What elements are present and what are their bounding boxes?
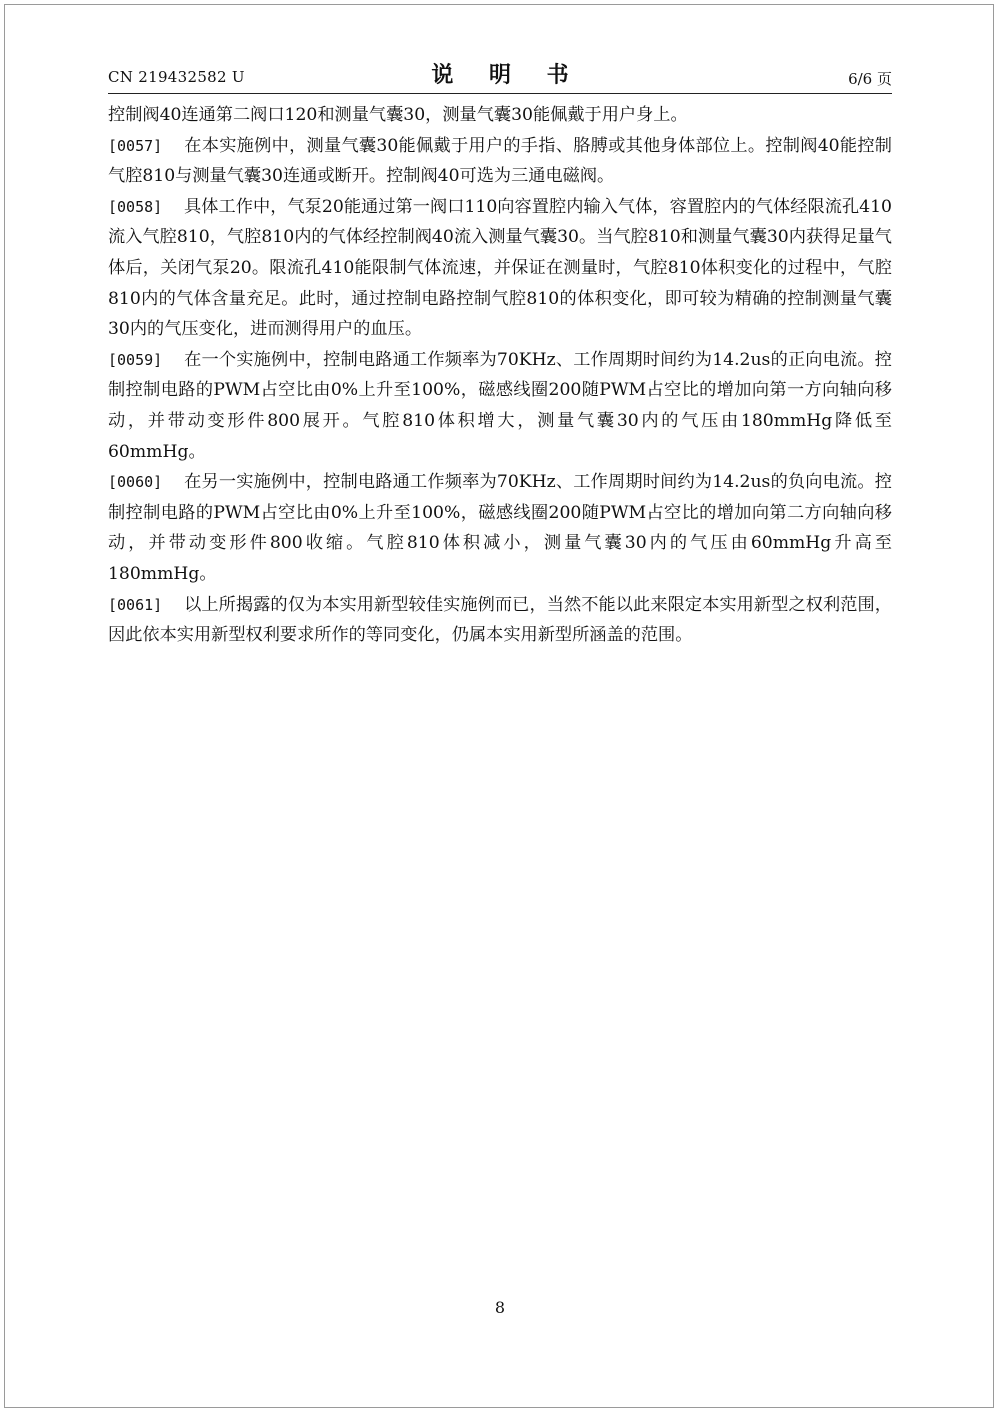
paragraph-text: 在一个实施例中，控制电路通工作频率为70KHz、工作周期时间约为14.2us的正向电流。控制控制电路的PWM占空比由0%上升至100%，磁感线圈200随PWM占空比的增加向第一方向轴向移动，并带动变形件800展开。气腔810体积增大，测量气囊30内的气压由180mmHg降低至60mmHg。 <box>108 349 892 462</box>
patent-number: CN 219432582 U <box>108 68 245 86</box>
paragraph-0058 <box>108 192 892 345</box>
paragraph-text: 以上所揭露的仅为本实用新型较佳实施例而已，当然不能以此来限定本实用新型之权利范围，因此依本实用新型权利要求所作的等同变化，仍属本实用新型所涵盖的范围。 <box>108 594 892 646</box>
page-number: 8 <box>494 1298 506 1317</box>
paragraph-number: [0059] <box>108 350 163 369</box>
paragraph-text: 具体工作中，气泵20能通过第一阀口110向容置腔内输入气体，容置腔内的气体经限流孔410流入气腔810，气腔810内的气体经控制阀40流入测量气囊30。当气腔810和测量气囊30内获得足量气体后，关闭气泵20。限流孔410能限制气体流速，并保证在测量时，气腔810体积变化的过程中，气腔810内的气体含量充足。此时，通过控制电路控制气腔810的体积变化，即可较为精确的控制测量气囊30内的气压变化，进而测得用户的血压。 <box>108 196 892 340</box>
paragraph-number: [0061] <box>108 595 163 614</box>
paragraph-text: 在另一实施例中，控制电路通工作频率为70KHz、工作周期时间约为14.2us的负向电流。控制控制电路的PWM占空比由0%上升至100%，磁感线圈200随PWM占空比的增加向第二方向轴向移动，并带动变形件800收缩。气腔810体积减小，测量气囊30内的气压由60mmHg升高至180mmHg。 <box>108 472 892 584</box>
paragraph-text: 在本实施例中，测量气囊30能佩戴于用户的手指、胳膊或其他身体部位上。控制阀40能控制气腔810与测量气囊30连通或断开。控制阀40可选为三通电磁阀。 <box>108 135 892 187</box>
paragraph-0060 <box>108 467 892 589</box>
paragraph-number: [0058] <box>108 197 163 216</box>
document-body <box>108 100 892 651</box>
page-footer <box>0 1298 1000 1317</box>
paragraph-0059 <box>108 345 892 467</box>
paragraph-0061 <box>108 590 892 651</box>
page-indicator: 6/6 页 <box>848 70 892 88</box>
document-header <box>108 60 892 94</box>
paragraph-number: [0060] <box>108 473 163 492</box>
paragraph-continuation <box>108 100 892 131</box>
paragraph-0057 <box>108 131 892 192</box>
paragraph-number: [0057] <box>108 136 163 155</box>
header-rule <box>108 93 892 94</box>
paragraph-text: 控制阀40连通第二阀口120和测量气囊30，测量气囊30能佩戴于用户身上。 <box>108 105 688 125</box>
document-title: 说 明 书 <box>431 63 583 88</box>
